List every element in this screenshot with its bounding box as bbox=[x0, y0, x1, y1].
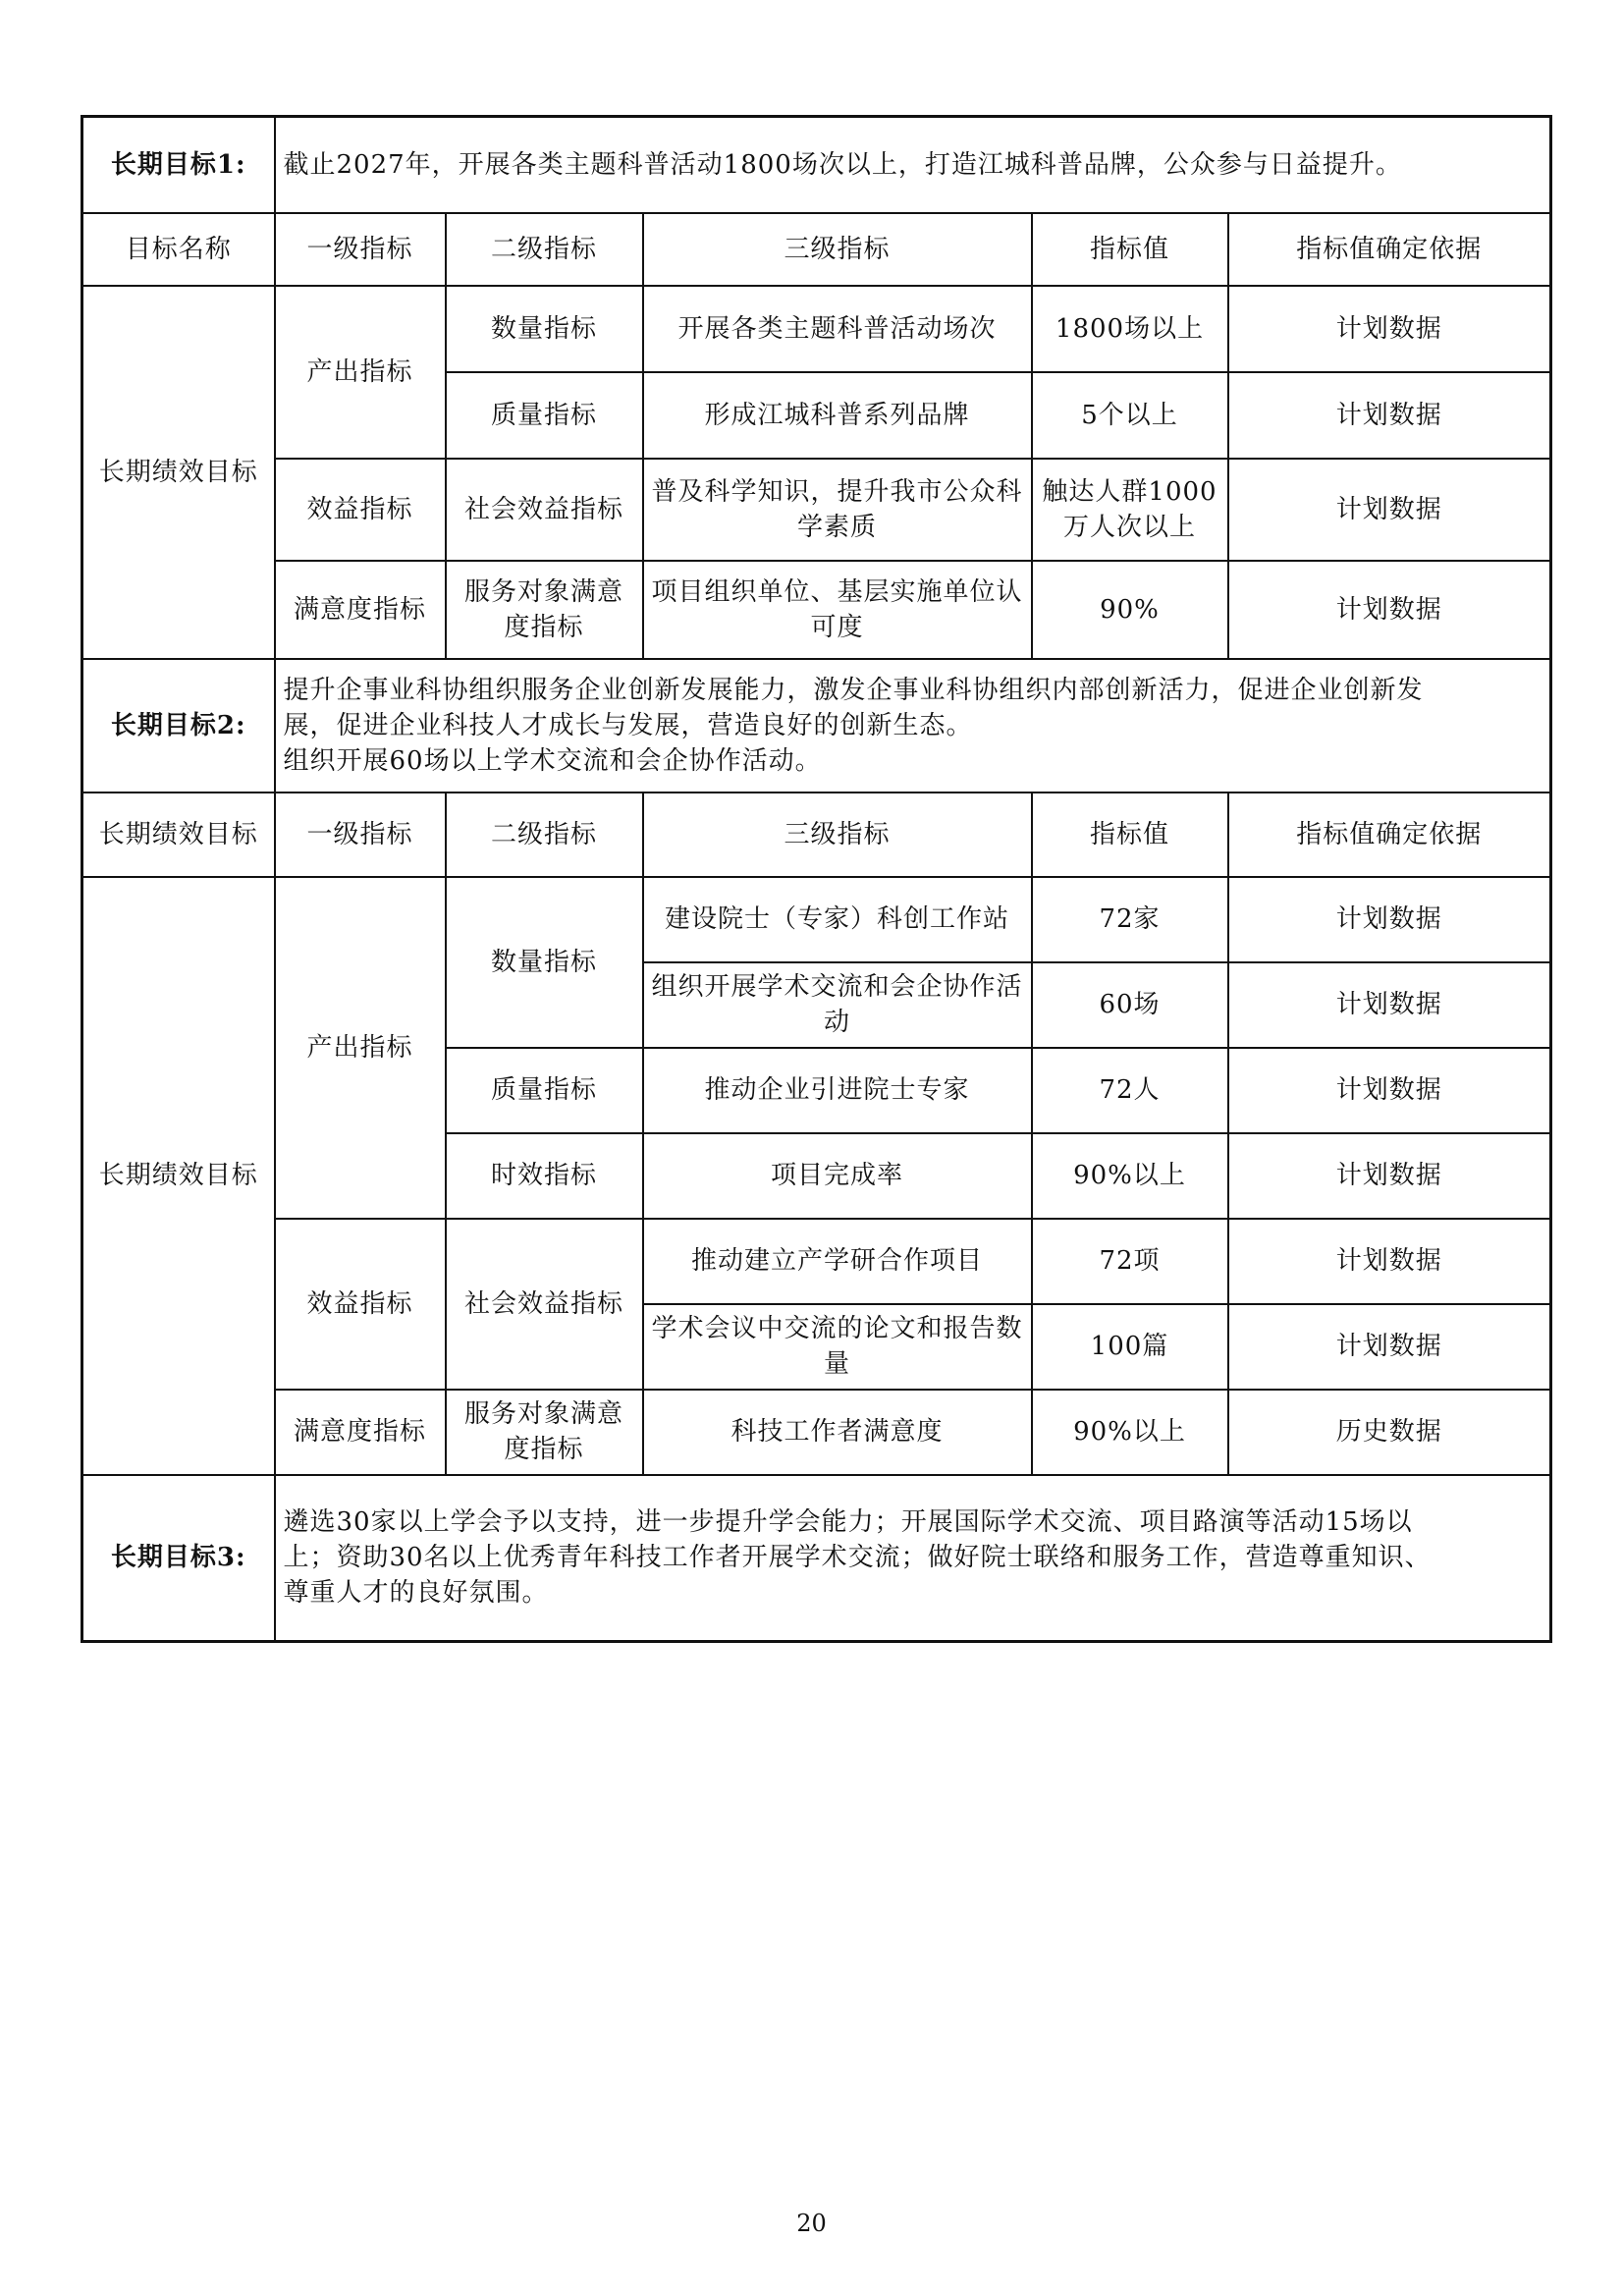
goal2-text-line: 展，促进企业科技人才成长与发展，营造良好的创新生态。 bbox=[283, 710, 973, 740]
goal3-label: 长期目标3: bbox=[82, 1475, 275, 1642]
value-cell: 60场 bbox=[1032, 962, 1228, 1048]
basis-cell: 计划数据 bbox=[1228, 459, 1551, 561]
table-row bbox=[82, 1219, 1551, 1304]
header-level2: 二级指标 bbox=[446, 213, 643, 286]
goal1-row bbox=[82, 117, 1551, 213]
level2-cell: 服务对象满意度指标 bbox=[446, 561, 643, 659]
level3-cell: 项目组织单位、基层实施单位认可度 bbox=[643, 561, 1032, 659]
level3-cell: 形成江城科普系列品牌 bbox=[643, 372, 1032, 459]
performance-goals-table bbox=[81, 115, 1552, 1643]
basis-cell: 计划数据 bbox=[1228, 877, 1551, 962]
goal1-output: 产出指标 bbox=[275, 286, 446, 459]
goal3-text-line: 尊重人才的良好氛围。 bbox=[283, 1578, 549, 1609]
basis-cell: 计划数据 bbox=[1228, 962, 1551, 1048]
value-cell: 5个以上 bbox=[1032, 372, 1228, 459]
header-level1: 一级指标 bbox=[275, 213, 446, 286]
level3-cell: 开展各类主题科普活动场次 bbox=[643, 286, 1032, 372]
goal1-label: 长期目标1: bbox=[82, 117, 275, 213]
goal2-quality: 质量指标 bbox=[446, 1048, 643, 1133]
header-level3: 三级指标 bbox=[643, 793, 1032, 877]
value-cell: 1800场以上 bbox=[1032, 286, 1228, 372]
goal2-section: 长期绩效目标 bbox=[82, 877, 275, 1475]
header-row bbox=[82, 213, 1551, 286]
value-cell: 触达人群1000万人次以上 bbox=[1032, 459, 1228, 561]
table-row bbox=[82, 1390, 1551, 1475]
goal1-benefit: 效益指标 bbox=[275, 459, 446, 561]
goal2-text bbox=[275, 659, 1551, 793]
value-cell: 90% bbox=[1032, 561, 1228, 659]
header-level1: 一级指标 bbox=[275, 793, 446, 877]
basis-cell: 计划数据 bbox=[1228, 1304, 1551, 1390]
header-row bbox=[82, 793, 1551, 877]
basis-cell: 计划数据 bbox=[1228, 286, 1551, 372]
value-cell: 72项 bbox=[1032, 1219, 1228, 1304]
goal2-label: 长期目标2: bbox=[82, 659, 275, 793]
level3-cell: 推动企业引进院士专家 bbox=[643, 1048, 1032, 1133]
basis-cell: 计划数据 bbox=[1228, 372, 1551, 459]
level2-cell: 质量指标 bbox=[446, 372, 643, 459]
goal2-timeliness: 时效指标 bbox=[446, 1133, 643, 1219]
level3-cell: 组织开展学术交流和会企协作活动 bbox=[643, 962, 1032, 1048]
goal2-social: 社会效益指标 bbox=[446, 1219, 643, 1390]
header-basis: 指标值确定依据 bbox=[1228, 213, 1551, 286]
level3-cell: 项目完成率 bbox=[643, 1133, 1032, 1219]
goal3-row bbox=[82, 1475, 1551, 1642]
level2-cell: 社会效益指标 bbox=[446, 459, 643, 561]
basis-cell: 历史数据 bbox=[1228, 1390, 1551, 1475]
value-cell: 90%以上 bbox=[1032, 1133, 1228, 1219]
goal1-section: 长期绩效目标 bbox=[82, 286, 275, 659]
header-level3: 三级指标 bbox=[643, 213, 1032, 286]
goal2-benefit: 效益指标 bbox=[275, 1219, 446, 1390]
goal3-text bbox=[275, 1475, 1551, 1642]
table-row bbox=[82, 561, 1551, 659]
table-row bbox=[82, 286, 1551, 372]
value-cell: 72家 bbox=[1032, 877, 1228, 962]
goal3-text-line: 遴选30家以上学会予以支持，进一步提升学会能力；开展国际学术交流、项目路演等活动15场以 bbox=[283, 1507, 1413, 1538]
goal3-text-line: 上；资助30名以上优秀青年科技工作者开展学术交流；做好院士联络和服务工作，营造尊重知识、 bbox=[283, 1543, 1432, 1573]
header-level2: 二级指标 bbox=[446, 793, 643, 877]
level3-cell: 学术会议中交流的论文和报告数量 bbox=[643, 1304, 1032, 1390]
basis-cell: 计划数据 bbox=[1228, 1048, 1551, 1133]
header-value: 指标值 bbox=[1032, 213, 1228, 286]
header-goal-name: 目标名称 bbox=[82, 213, 275, 286]
level3-cell: 普及科学知识，提升我市公众科学素质 bbox=[643, 459, 1032, 561]
goal2-service: 服务对象满意度指标 bbox=[446, 1390, 643, 1475]
goal2-output: 产出指标 bbox=[275, 877, 446, 1219]
basis-cell: 计划数据 bbox=[1228, 1133, 1551, 1219]
goal2-text-line: 组织开展60场以上学术交流和会企协作活动。 bbox=[283, 745, 822, 776]
value-cell: 100篇 bbox=[1032, 1304, 1228, 1390]
goal1-satisfaction: 满意度指标 bbox=[275, 561, 446, 659]
goal2-text-line: 提升企事业科协组织服务企业创新发展能力，激发企事业科协组织内部创新活力，促进企业创新发 bbox=[283, 675, 1424, 705]
level2-cell: 数量指标 bbox=[446, 286, 643, 372]
goal2-row bbox=[82, 659, 1551, 793]
goal2-quantity: 数量指标 bbox=[446, 877, 643, 1048]
table-row bbox=[82, 459, 1551, 561]
basis-cell: 计划数据 bbox=[1228, 561, 1551, 659]
level3-cell: 推动建立产学研合作项目 bbox=[643, 1219, 1032, 1304]
page-number: 20 bbox=[796, 2210, 827, 2237]
basis-cell: 计划数据 bbox=[1228, 1219, 1551, 1304]
level3-cell: 建设院士（专家）科创工作站 bbox=[643, 877, 1032, 962]
goal2-satisfaction: 满意度指标 bbox=[275, 1390, 446, 1475]
goal1-text: 截止2027年，开展各类主题科普活动1800场次以上，打造江城科普品牌，公众参与日益提升。 bbox=[275, 117, 1551, 213]
header-goal-name: 长期绩效目标 bbox=[82, 793, 275, 877]
level3-cell: 科技工作者满意度 bbox=[643, 1390, 1032, 1475]
header-value: 指标值 bbox=[1032, 793, 1228, 877]
table-row bbox=[82, 877, 1551, 962]
value-cell: 90%以上 bbox=[1032, 1390, 1228, 1475]
value-cell: 72人 bbox=[1032, 1048, 1228, 1133]
header-basis: 指标值确定依据 bbox=[1228, 793, 1551, 877]
